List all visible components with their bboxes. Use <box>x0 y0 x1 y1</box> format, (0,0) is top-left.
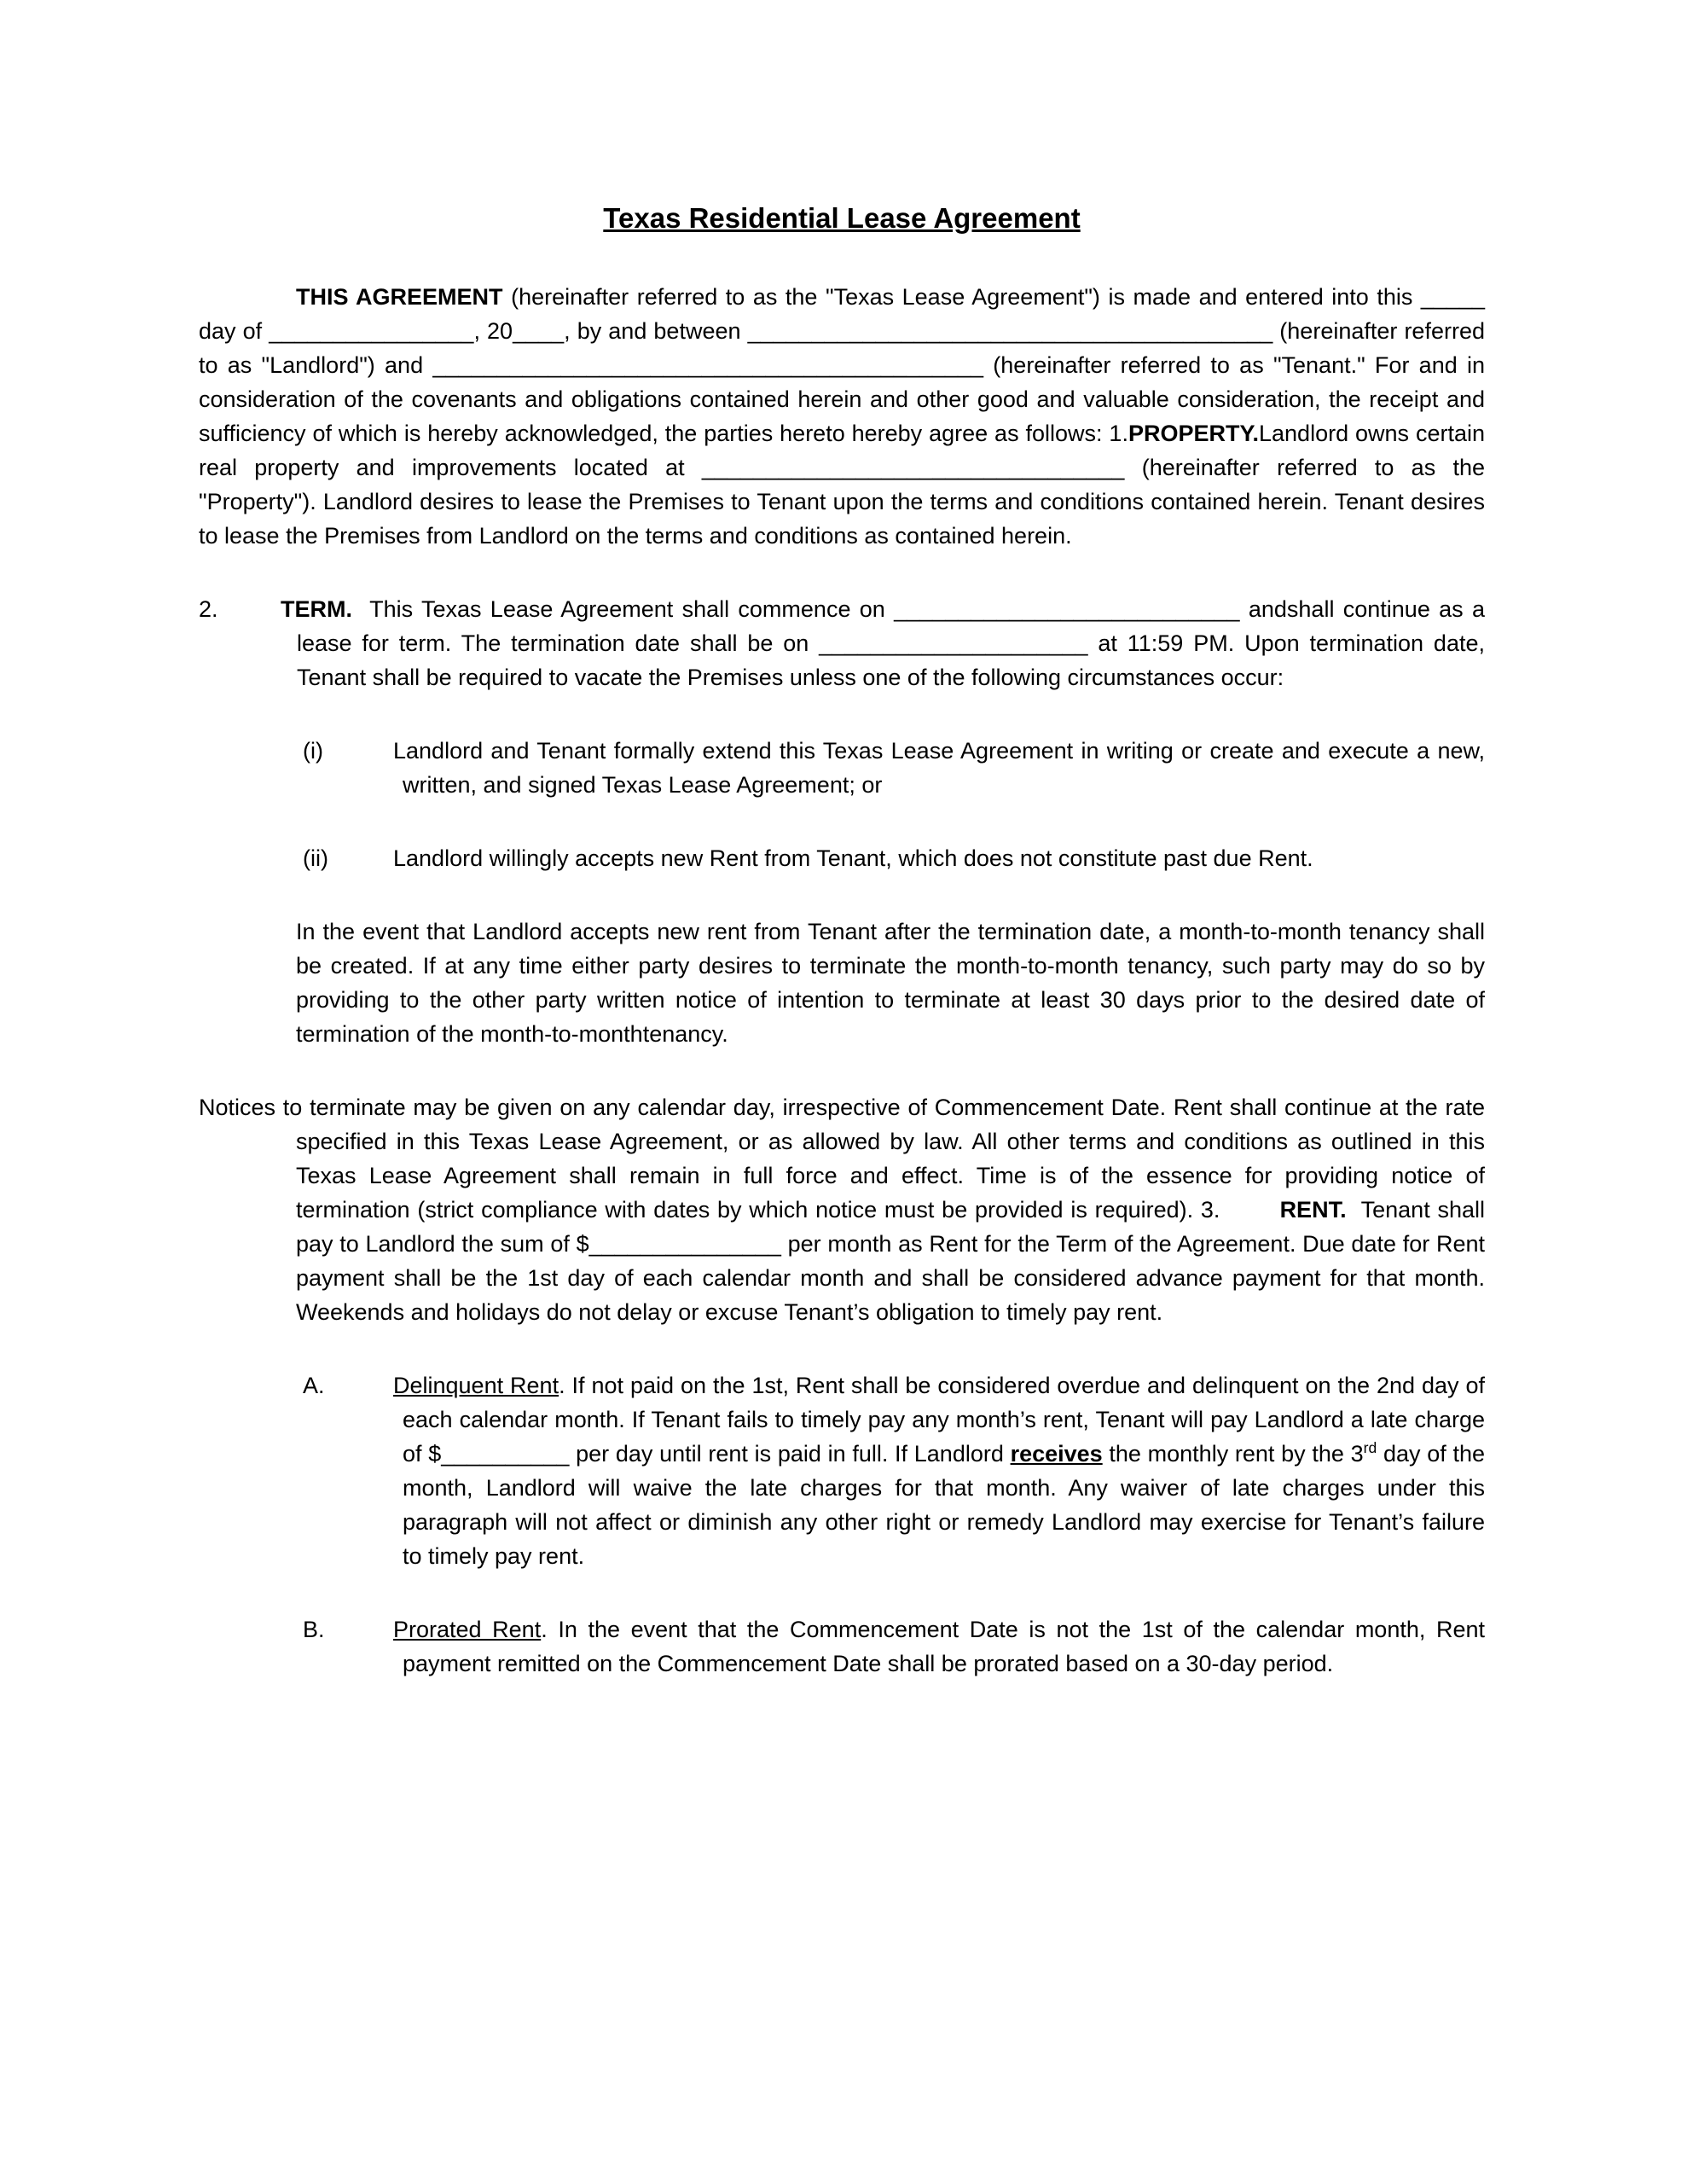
notices-rent-paragraph: Notices to terminate may be given on any calendar day, irrespective of Commencement Date. Rent shall continue at the rate specified in this Texas Lease Agreement, or as allowed by law. All other terms and conditions as outlined in this Texas Lease Agreement shall remain in full force and effect. Time is of the essence for providing notice of termination (strict compliance with dates by which notice must be provided is required). 3. RENT. Tenant shall pay to Landlord the sum of $_______________ per month as Rent for the Term of the Agreement. Due date for Rent payment shall be the 1st day of each calendar month and shall be considered advance payment for that month. Weekends and holidays do not delay or excuse Tenant’s obligation to timely pay rent. <box>199 1095 1485 1325</box>
blank-field: _______________ <box>588 1231 781 1257</box>
clause-i <box>199 734 1485 802</box>
blank-field: __________ <box>441 1441 570 1467</box>
blank-field: _________________________________ <box>701 455 1125 480</box>
blank-field: _____________________ <box>819 630 1088 656</box>
clause-ii-label: (ii) <box>303 845 328 871</box>
intro-paragraph: THIS AGREEMENT (hereinafter referred to as the "Texas Lease Agreement") is made and entered into this _____ day of ________________, 20____, by and between _________________________________________ (hereinafter referred to as "Landlord") and ___________________________________________ (hereinafter referred to as "Tenant." For and in consideration of the covenants and obligations contained herein and other good and valuable consideration, the receipt and sufficiency of which is hereby acknowledged, the parties hereto hereby agree as follows: 1.PROPERTY.Landlord owns certain real property and improvements located at _________________________________ (hereinafter referred to as the "Property"). Landlord desires to lease the Premises to Tenant upon the terms and conditions contained herein. Tenant desires to lease the Premises from Landlord on the terms and conditions as contained herein. <box>199 284 1486 549</box>
clause-ii <box>199 841 1485 875</box>
clause-a-paragraph: Delinquent Rent. If not paid on the 1st, Rent shall be considered overdue and delinquent on the 2nd day of each calendar month. If Tenant fails to timely pay any month’s rent, Tenant will pay Landlord a late charge of $__________ per day until rent is paid in full. If Landlord receives the monthly rent by the 3rd day of the month, Landlord will waive the late charges for that month. Any waiver of late charges under this paragraph will not affect or diminish any other right or remedy Landlord may exercise for Tenant’s failure to timely pay rent. <box>393 1373 1485 1569</box>
blank-field: ____ <box>513 318 565 344</box>
clause-b-label: B. <box>303 1617 325 1642</box>
holdover-paragraph: In the event that Landlord accepts new rent from Tenant after the termination date, a month-to-month tenancy shall be created. If at any time either party desires to terminate the month-to-month tenancy, such party may do so by providing to the other party written notice of intention to terminate at least 30 days prior to the desired date of termination of the month-to-monthtenancy. <box>296 919 1485 1047</box>
blank-field: ________________ <box>269 318 474 344</box>
blank-field: ___________________________ <box>894 596 1240 622</box>
section-term-paragraph: TERM. This Texas Lease Agreement shall commence on ___________________________ andshall continue as a lease for term. The termination date shall be on _____________________ at 11:59 PM. Upon termination date, Tenant shall be required to vacate the Premises unless one of the following circumstances occur: <box>281 596 1485 690</box>
section-term <box>199 592 1485 694</box>
clause-b-prorated-rent <box>199 1612 1485 1681</box>
clause-a-delinquent-rent <box>199 1368 1485 1573</box>
blank-field: _________________________________________ <box>747 318 1273 344</box>
clause-ii-paragraph: Landlord willingly accepts new Rent from Tenant, which does not constitute past due Rent. <box>393 845 1313 871</box>
clause-i-paragraph: Landlord and Tenant formally extend this Texas Lease Agreement in writing or create and execute a new, written, and signed Texas Lease Agreement; or <box>393 738 1485 798</box>
section-term-number: 2. <box>199 596 218 622</box>
document-title: Texas Residential Lease Agreement <box>603 202 1081 234</box>
clause-b-paragraph: Prorated Rent. In the event that the Commencement Date is not the 1st of the calendar month, Rent payment remitted on the Commencement Date shall be prorated based on a 30-day period. <box>393 1617 1486 1676</box>
clause-a-label: A. <box>303 1373 325 1398</box>
blank-field: ___________________________________________ <box>432 352 984 378</box>
clause-i-label: (i) <box>303 738 323 764</box>
blank-field: _____ <box>1420 284 1486 310</box>
